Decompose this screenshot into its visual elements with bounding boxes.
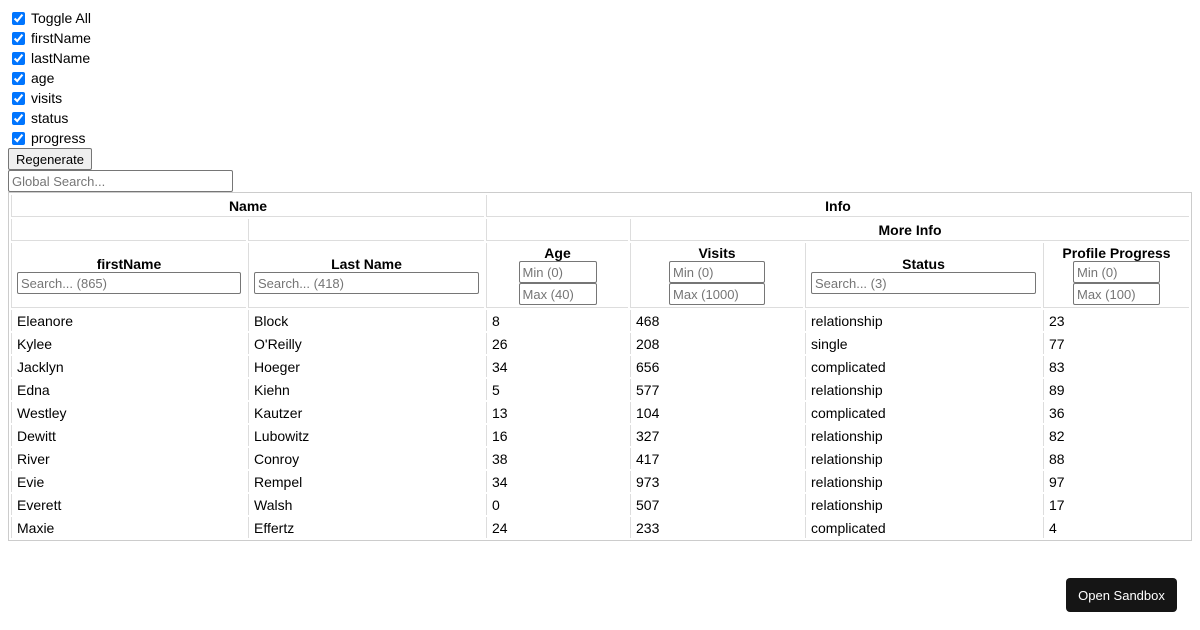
table-row (11, 310, 1189, 331)
toggle-label: visits (31, 90, 63, 106)
toggle-age-checkbox[interactable] (8, 68, 1192, 88)
cell-firstname: Kylee (11, 333, 246, 354)
cell-age: 0 (486, 494, 628, 515)
table-body (11, 310, 1189, 538)
empty-header (11, 219, 246, 241)
table-row (11, 425, 1189, 446)
cell-visits: 468 (630, 310, 803, 331)
table-row (11, 517, 1189, 538)
header-firstname (11, 243, 246, 308)
cell-age: 24 (486, 517, 628, 538)
cell-status: relationship (805, 471, 1041, 492)
empty-header (248, 219, 484, 241)
cell-age: 8 (486, 310, 628, 331)
cell-firstname: Eleanore (11, 310, 246, 331)
cell-visits: 104 (630, 402, 803, 423)
cell-visits: 577 (630, 379, 803, 400)
group-header-name: Name (11, 195, 484, 217)
cell-lastname: Effertz (248, 517, 484, 538)
toggle-progress-checkbox[interactable] (8, 128, 1192, 148)
cell-firstname: Edna (11, 379, 246, 400)
header-visits (630, 243, 803, 308)
cell-progress: 82 (1043, 425, 1189, 446)
toggle-label: status (31, 110, 69, 126)
header-age (486, 243, 628, 308)
cell-progress: 77 (1043, 333, 1189, 354)
visits-min-input[interactable] (669, 261, 765, 283)
table-row (11, 379, 1189, 400)
cell-lastname: Lubowitz (248, 425, 484, 446)
cell-lastname: Rempel (248, 471, 484, 492)
header-label[interactable]: Visits (698, 245, 736, 261)
cell-progress: 97 (1043, 471, 1189, 492)
header-status (805, 243, 1041, 308)
cell-lastname: Conroy (248, 448, 484, 469)
cell-visits: 973 (630, 471, 803, 492)
toggle-status-checkbox[interactable] (8, 108, 1192, 128)
header-label[interactable]: Last Name (331, 256, 402, 272)
cell-age: 5 (486, 379, 628, 400)
cell-lastname: Block (248, 310, 484, 331)
cell-progress: 17 (1043, 494, 1189, 515)
age-max-input[interactable] (519, 283, 597, 305)
toggle-label: progress (31, 130, 86, 146)
toggle-firstname-checkbox[interactable] (8, 28, 1192, 48)
empty-header (486, 219, 628, 241)
toggle-visits-checkbox[interactable] (8, 88, 1192, 108)
toggle-label: age (31, 70, 55, 86)
cell-status: relationship (805, 448, 1041, 469)
table-row (11, 402, 1189, 423)
open-sandbox-button[interactable]: Open Sandbox (1066, 578, 1177, 612)
cell-visits: 233 (630, 517, 803, 538)
cell-progress: 4 (1043, 517, 1189, 538)
table-row (11, 471, 1189, 492)
cell-visits: 327 (630, 425, 803, 446)
cell-status: complicated (805, 517, 1041, 538)
cell-age: 38 (486, 448, 628, 469)
cell-lastname: O'Reilly (248, 333, 484, 354)
group-header-info: Info (486, 195, 1189, 217)
toggle-label: firstName (31, 30, 91, 46)
toggle-lastname-checkbox[interactable] (8, 48, 1192, 68)
table-row (11, 333, 1189, 354)
global-search-input[interactable] (8, 170, 233, 192)
cell-age: 16 (486, 425, 628, 446)
cell-status: relationship (805, 494, 1041, 515)
table-row (11, 494, 1189, 515)
cell-status: relationship (805, 425, 1041, 446)
toggle-label: Toggle All (31, 10, 91, 26)
header-label[interactable]: Profile Progress (1062, 245, 1171, 261)
cell-lastname: Hoeger (248, 356, 484, 377)
toggle-label: lastName (31, 50, 91, 66)
table-row (11, 356, 1189, 377)
header-lastname (248, 243, 484, 308)
visits-max-input[interactable] (669, 283, 765, 305)
cell-visits: 208 (630, 333, 803, 354)
cell-progress: 89 (1043, 379, 1189, 400)
header-progress (1043, 243, 1189, 308)
cell-lastname: Kiehn (248, 379, 484, 400)
progress-max-input[interactable] (1073, 283, 1160, 305)
cell-firstname: Evie (11, 471, 246, 492)
status-filter-input[interactable] (811, 272, 1036, 294)
cell-visits: 417 (630, 448, 803, 469)
cell-visits: 656 (630, 356, 803, 377)
cell-status: single (805, 333, 1041, 354)
header-label[interactable]: firstName (96, 256, 162, 272)
cell-age: 34 (486, 356, 628, 377)
group-header-more-info: More Info (630, 219, 1189, 241)
toggle-all-checkbox[interactable] (8, 8, 1192, 28)
cell-progress: 23 (1043, 310, 1189, 331)
cell-progress: 36 (1043, 402, 1189, 423)
cell-firstname: River (11, 448, 246, 469)
cell-firstname: Dewitt (11, 425, 246, 446)
cell-status: complicated (805, 402, 1041, 423)
lastname-filter-input[interactable] (254, 272, 479, 294)
progress-min-input[interactable] (1073, 261, 1160, 283)
header-label[interactable]: Status (902, 256, 945, 272)
column-toggles (8, 8, 1192, 148)
cell-status: complicated (805, 356, 1041, 377)
cell-status: relationship (805, 379, 1041, 400)
age-min-input[interactable] (519, 261, 597, 283)
regenerate-button[interactable]: Regenerate (8, 148, 92, 170)
cell-status: relationship (805, 310, 1041, 331)
cell-progress: 88 (1043, 448, 1189, 469)
cell-age: 13 (486, 402, 628, 423)
cell-age: 34 (486, 471, 628, 492)
firstname-filter-input[interactable] (17, 272, 241, 294)
cell-age: 26 (486, 333, 628, 354)
cell-progress: 83 (1043, 356, 1189, 377)
cell-firstname: Everett (11, 494, 246, 515)
cell-lastname: Kautzer (248, 402, 484, 423)
table-row (11, 448, 1189, 469)
data-table (8, 192, 1192, 541)
header-label[interactable]: Age (544, 245, 571, 261)
cell-firstname: Jacklyn (11, 356, 246, 377)
cell-lastname: Walsh (248, 494, 484, 515)
cell-visits: 507 (630, 494, 803, 515)
cell-firstname: Westley (11, 402, 246, 423)
cell-firstname: Maxie (11, 517, 246, 538)
